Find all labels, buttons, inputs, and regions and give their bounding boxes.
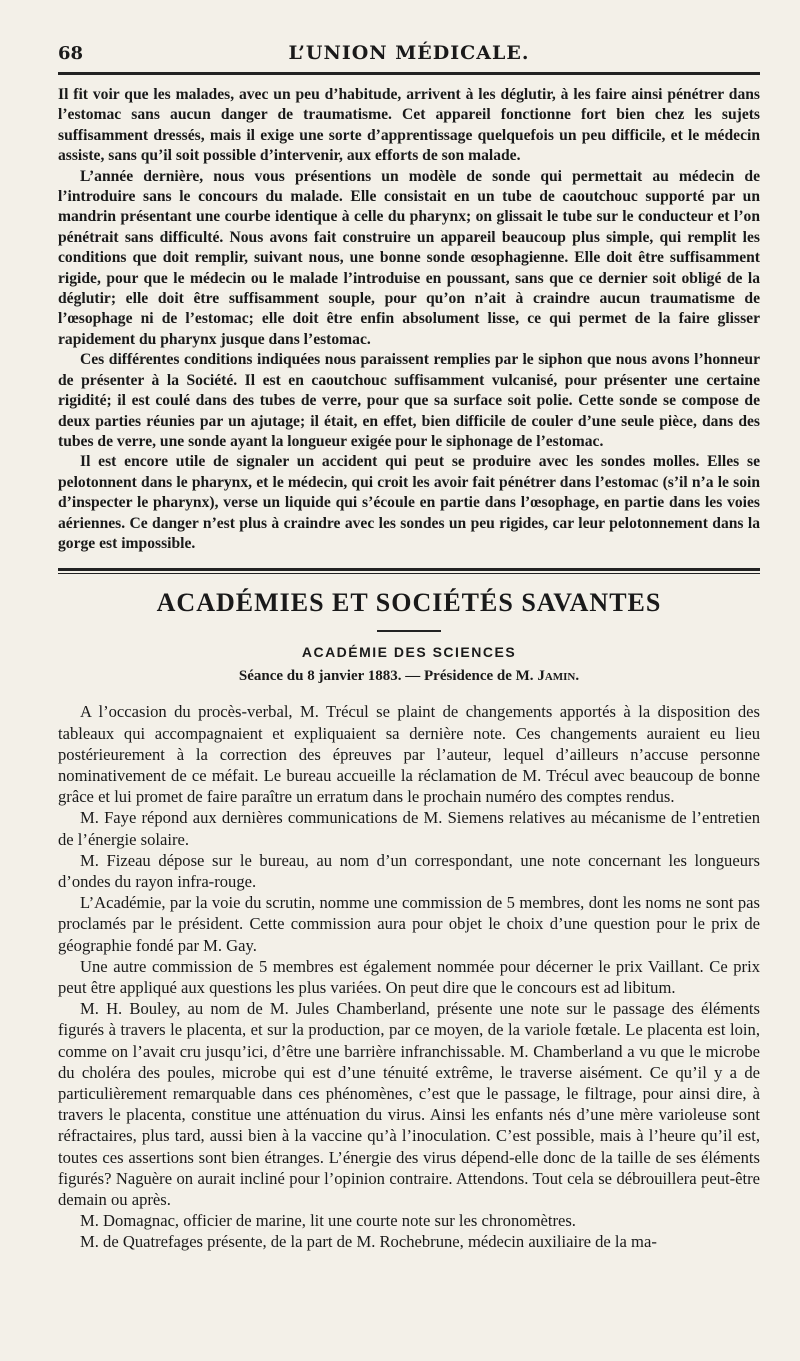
paragraph: M. Faye répond aux dernières communications de M. Siemens relatives au mécanisme de l’entretien de l’énergie solaire. — [58, 808, 760, 849]
title-underline — [377, 630, 441, 632]
paragraph: A l’occasion du procès-verbal, M. Trécul se plaint de changements apportés à la disposition des tableaux qui accompagnaient et expliquaient sa dernière note. Ces changements auraient eu lieu postérieurement à la correction des épreuves par l’auteur, lequel d’ailleurs n’accuse personne nominativement de ce méfait. Le bureau accueille la réclamation de M. Trécul avec beaucoup de bonne grâce et lui promet de faire paraître un erratum dans le prochain numéro des comptes rendus. — [58, 702, 760, 807]
paragraph: Ces différentes conditions indiquées nous paraissent remplies par le siphon que nous avons l’honneur de présenter à la Société. Il est en caoutchouc suffisamment vulcanisé, pour présenter une certaine rigidité; il est coulé dans des tubes de verre, pour que sa surface soit polie. Cette sonde se compose de deux parties réunies par un ajutage; il était, en effet, bien difficile de couler d’une seule pièce, dans des tubes de verre, une sonde ayant la longueur exigée pour le siphonage de l’estomac. — [58, 351, 760, 450]
paragraph: Il est encore utile de signaler un accident qui peut se produire avec les sondes molles. Elles se pelotonnent dans le pharynx, et le médecin, qui croit les avoir fait pénétrer dans l’estomac (s’il n’a le soin d’inspecter le pharynx), verse un liquide qui s’écoule en partie dans l’œsophage, en partie dans les voies aériennes. Ce danger n’est plus à craindre avec les sondes un peu rigides, car leur pelotonnement dans la gorge est impossible. — [58, 453, 760, 552]
article-continuation — [58, 85, 760, 554]
section-rule-thin — [58, 573, 760, 574]
paragraph: Il fit voir que les malades, avec un peu d’habitude, arrivent à les déglutir, à les faire ainsi pénétrer dans l’estomac sans aucun danger de traumatisme. Cet appareil fonctionne fort bien chez les sujets suffisamment dressés, mais il exige une sorte d’apprentissage quelquefois un peu difficile, et le médecin assiste, sans qu’il soit possible d’intervenir, aux efforts de son malade. — [58, 86, 760, 165]
section-title: ACADÉMIES ET SOCIÉTÉS SAVANTES — [156, 588, 662, 618]
page-header — [58, 36, 760, 64]
session-line — [58, 668, 760, 685]
paragraph: M. de Quatrefages présente, de la part de M. Rochebrune, médecin auxiliaire de la ma- — [80, 1232, 657, 1252]
session-president: Jamin — [537, 668, 576, 685]
paragraph: M. Fizeau dépose sur le bureau, au nom d’un correspondant, une note concernant les longueurs d’ondes du rayon infra-rouge. — [58, 850, 760, 891]
session-prefix: Séance du 8 janvier 1883. — Présidence de M. — [238, 668, 538, 685]
header-rule — [58, 72, 760, 75]
paragraph: L’année dernière, nous vous présentions un modèle de sonde qui permettait au médecin de l’introduire sans le concours du malade. Elle consistait en un tube de caoutchouc supporté par un mandrin présentant une courbe identique à celle du pharynx; on glissait le tube sur le conducteur et l’on pénétrait sans difficulté. Nous avons fait construire un appareil beaucoup plus simple, qui remplit les conditions que doit remplir, suivant nous, une bonne sonde œsophagienne. Elle doit être suffisamment rigide, pour que le médecin ou le malade l’introduise en poussant, sans que ce dernier soit obligé de la déglutir; elle doit être suffisamment souple, pour qu’on n’ait à craindre aucun traumatisme de l’œsophage ni de l’estomac; elle doit être enfin absolument lisse, ce qui permet de la faire glisser rapidement du pharynx jusque dans l’estomac. — [58, 167, 760, 348]
session-suffix: . — [575, 668, 580, 685]
section-rule — [58, 568, 760, 571]
subsection-title: ACADÉMIE DES SCIENCES — [301, 644, 517, 661]
running-title: L’UNION MÉDICALE. — [288, 42, 530, 64]
paragraph: L’Académie, par la voie du scrutin, nomme une commission de 5 membres, dont les noms ne sont pas proclamés par le président. Cette commission aura pour objet le choix d’une question pour le prix de géographie fondé par M. Gay. — [58, 893, 760, 955]
academy-report — [58, 701, 760, 1252]
paragraph: Une autre commission de 5 membres est également nommée pour décerner le prix Vaillant. Ce prix peut être appliqué aux questions les plus variées. On peut dire que le concours est ad libitum. — [58, 956, 760, 997]
paragraph: M. Domagnac, officier de marine, lit une courte note sur les chronomètres. — [80, 1211, 576, 1231]
paragraph: M. H. Bouley, au nom de M. Jules Chamberland, présente une note sur le passage des éléments figurés à travers le placenta, et sur la production, par ce moyen, de la variole fœtale. Le placenta est loin, comme on l’avait cru jusqu’ici, d’être une barrière infranchissable. M. Chamberland a vu que le microbe du choléra des poules, microbe qui est d’une ténuité extrême, le traverse aisément. Ce qu’il y a de particulièrement remarquable dans ces phénomènes, c’est que le passage, le filtrage, pour ainsi dire, à travers le placenta, constitue une atténuation du virus. Ainsi les enfants nés d’une mère varioleuse sont réfractaires, plus tard, aussi bien à la vaccine qu’à l’inoculation. C’est possible, mais à l’heure qu’il est, toutes ces assertions sont bien étranges. L’énergie des virus dépend-elle donc de la taille de ses éléments figurés? Naguère on aurait incliné pour l’opinion contraire. Attendons. Tout cela se débrouillera peut-être demain ou après. — [58, 999, 760, 1210]
page-number: 68 — [58, 43, 84, 64]
